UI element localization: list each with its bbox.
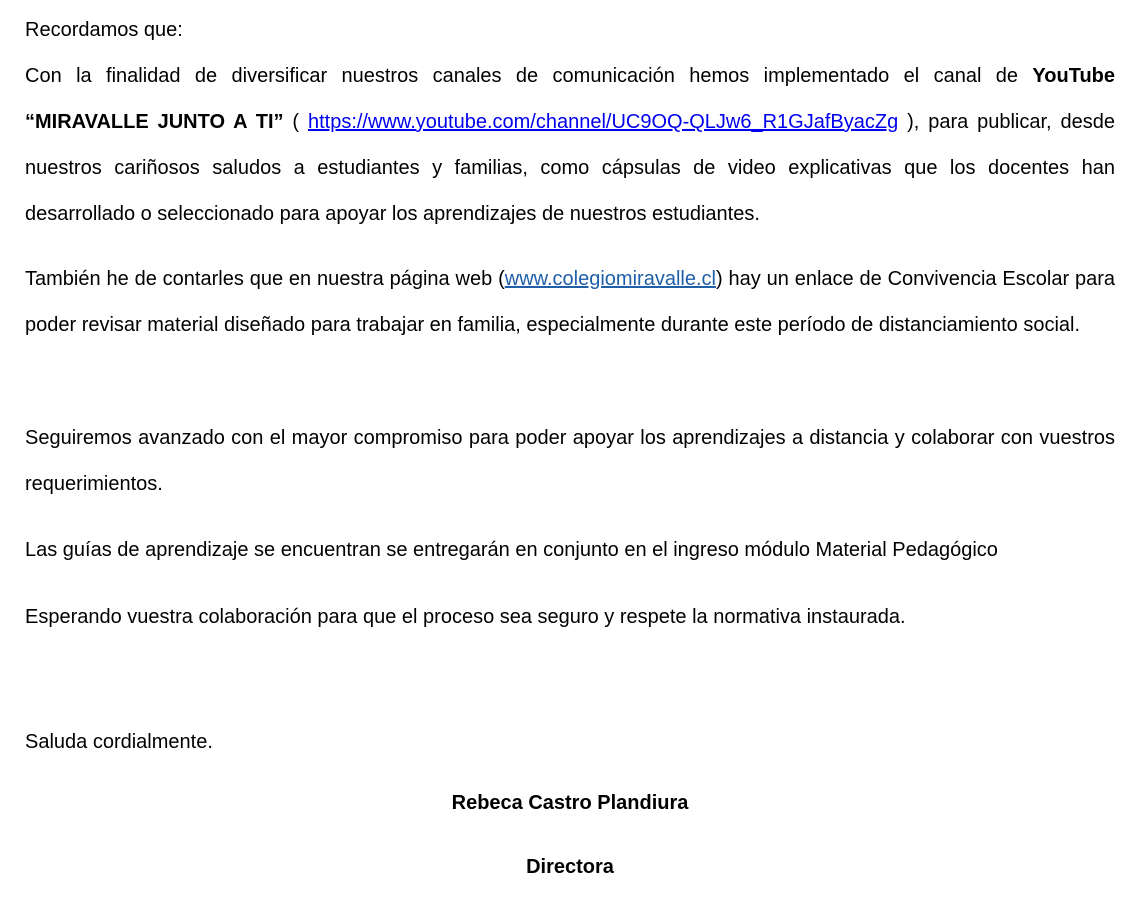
paragraph-learning-guides: Las guías de aprendizaje se encuentran se entregarán en conjunto en el ingreso módulo Material Pedagógico (25, 539, 998, 561)
youtube-channel-link[interactable]: https://www.youtube.com/channel/UC9OQ-QLJw6_R1GJafByacZg (307, 111, 899, 133)
channel-name: “MIRAVALLE JUNTO A TI” (25, 111, 284, 133)
paragraph-commitment: Seguiremos avanzado con el mayor compromiso para poder apoyar los aprendizajes a distancia y colaborar con vuestros requerimientos. (25, 427, 1115, 495)
greeting: Recordamos que: (25, 19, 183, 41)
p2-text-b: ) hay un enlace de Convivencia Escolar para poder revisar material diseñado para trabajar en familia, especialmente durante este período de distanciamiento social. (25, 268, 1116, 336)
paragraph-collaboration: Esperando vuestra colaboración para que el proceso sea seguro y respete la normativa instaurada. (25, 606, 906, 628)
website-link[interactable]: www.colegiomiravalle.cl (504, 268, 716, 290)
signature-title: Directora (526, 856, 614, 878)
p1-paren-open: ( (283, 111, 308, 133)
paragraph-youtube-channel (25, 53, 1115, 237)
p1-text-b: ), para publicar, desde nuestros cariñosos saludos a estudiantes y familias, como cápsulas de video explicativas que los docentes han desarrollado o seleccionado para apoyar los aprendizajes de nuestros estudiantes. (25, 111, 1115, 225)
p2-text-a: También he de contarles que en nuestra página web ( (25, 268, 505, 290)
paragraph-website (25, 256, 1115, 348)
closing-line: Saluda cordialmente. (25, 731, 213, 753)
signature-name: Rebeca Castro Plandiura (451, 792, 689, 814)
youtube-label: YouTube (1032, 65, 1115, 87)
p1-text-a: Con la finalidad de diversificar nuestros canales de comunicación hemos implementado el canal de (25, 65, 1033, 87)
